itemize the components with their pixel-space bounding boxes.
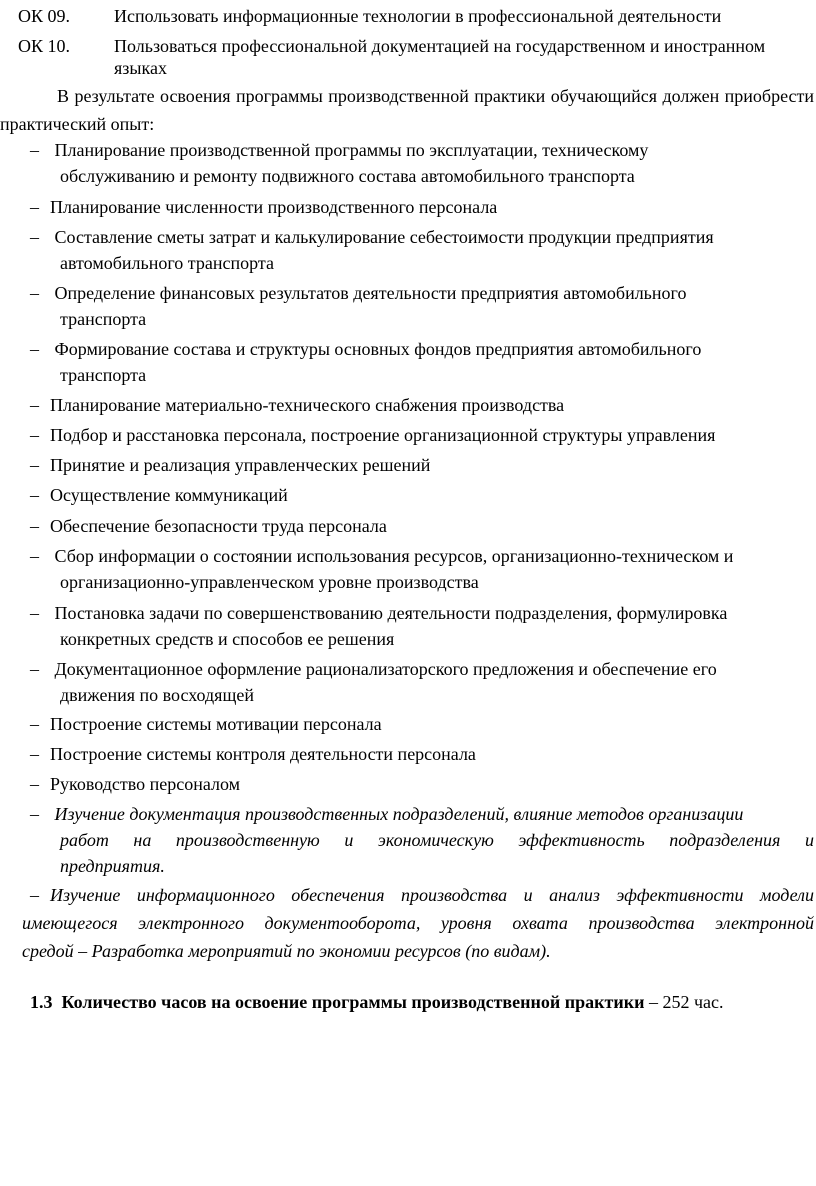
list-item	[30, 137, 814, 189]
list-item-text: Руководство персоналом	[50, 774, 241, 794]
list-item-text: обслуживанию и ремонту подвижного состава автомобильного транспорта	[60, 166, 635, 186]
list-item	[30, 543, 814, 595]
paragraph-line: Изучение информационного обеспечения производства и анализ эффективности модели	[50, 885, 814, 905]
dash-bullet: –	[30, 603, 39, 623]
paragraph-line	[22, 937, 814, 965]
list-item-text: Построение системы мотивации персонала	[50, 714, 382, 734]
list-item-text: Изучение документация производственных подразделений, влияние методов организации	[54, 804, 744, 824]
dash-bullet: –	[30, 140, 39, 160]
section-number: 1.3	[30, 992, 53, 1012]
dash-bullet: –	[30, 546, 39, 566]
list-item	[30, 513, 814, 539]
dash-bullet: –	[30, 339, 39, 359]
dash-bullet: –	[30, 659, 39, 679]
list-item-text: Формирование состава и структуры основных фондов предприятия автомобильного	[54, 339, 702, 359]
list-item	[30, 600, 814, 652]
list-item-text: Осуществление коммуникаций	[50, 485, 288, 505]
dash-bullet: –	[30, 804, 39, 824]
list-item-text: работ на производственную и экономическую эффективность подразделения и	[60, 830, 814, 850]
list-item	[30, 711, 814, 737]
list-item-text: транспорта	[60, 309, 147, 329]
list-item-italic	[30, 801, 814, 879]
dash-bullet: –	[78, 941, 88, 961]
list-item	[30, 392, 814, 418]
list-item-text: Планирование производственной программы по эксплуатации, техническому	[54, 140, 649, 160]
list-item-text: предприятия.	[60, 856, 165, 876]
section-hours-value: 252 час.	[662, 992, 724, 1012]
competency-ok10	[18, 33, 814, 81]
list-item-text: Документационное оформление рационализаторского предложения и обеспечение его	[54, 659, 717, 679]
section-title: Количество часов на освоение программы производственной практики	[61, 992, 645, 1012]
list-item-text: движения по восходящей	[60, 685, 254, 705]
competency-text-line: Пользоваться профессиональной документацией на государственном и иностранном	[114, 36, 766, 56]
dash-bullet: –	[30, 227, 39, 247]
dash-bullet: –	[30, 395, 39, 415]
list-item	[30, 422, 814, 448]
list-item-text: Подбор и расстановка персонала, построение организационной структуры управления	[50, 425, 716, 445]
dash-bullet: –	[30, 744, 39, 764]
list-item-text: автомобильного транспорта	[60, 253, 274, 273]
list-item	[30, 656, 814, 708]
section-heading	[30, 989, 814, 1015]
list-item	[30, 336, 814, 388]
dash-bullet: –	[30, 283, 39, 303]
list-item-text: Планирование численности производственного персонала	[50, 197, 498, 217]
list-item-text: Постановка задачи по совершенствованию деятельности подразделения, формулировка	[54, 603, 728, 623]
list-item-text: Составление сметы затрат и калькулирование себестоимости продукции предприятия	[54, 227, 714, 247]
dash-bullet: –	[30, 714, 39, 734]
competency-code: ОК 09.	[18, 6, 71, 26]
list-item-text: Планирование материально-технического снабжения производства	[50, 395, 565, 415]
list-item	[30, 452, 814, 478]
list-item-text: организационно-управленческом уровне производства	[60, 572, 479, 592]
list-item-text: Принятие и реализация управленческих решений	[50, 455, 431, 475]
competency-text: Использовать информационные технологии в профессиональной деятельности	[114, 6, 722, 26]
section-separator: –	[648, 992, 658, 1012]
dash-bullet: –	[30, 885, 39, 905]
list-item-text: конкретных средств и способов ее решения	[60, 629, 395, 649]
competency-text-line: языках	[114, 58, 167, 78]
competency-text	[114, 33, 814, 81]
dash-bullet: –	[30, 516, 39, 536]
dash-bullet: –	[30, 425, 39, 445]
list-item	[30, 194, 814, 220]
paragraph-line-start: средой	[22, 941, 74, 961]
italic-paragraph	[22, 881, 814, 965]
list-item	[30, 771, 814, 797]
list-item-text: транспорта	[60, 365, 147, 385]
dash-bullet: –	[30, 455, 39, 475]
competency-code: ОК 10.	[18, 36, 71, 56]
list-item-text: Обеспечение безопасности труда персонала	[50, 516, 387, 536]
list-item-text: Сбор информации о состоянии использования ресурсов, организационно-техническом и	[54, 546, 734, 566]
list-item	[30, 280, 814, 332]
competency-ok09	[18, 3, 814, 29]
list-item	[30, 224, 814, 276]
paragraph-line: имеющегося электронного документооборота, уровня охвата производства электронной	[22, 913, 814, 933]
dash-bullet: –	[30, 197, 39, 217]
dash-bullet: –	[30, 774, 39, 794]
intro-paragraph: В результате освоения программы производственной практики обучающийся должен приобрести практический опыт:	[0, 86, 814, 134]
list-item-text: Построение системы контроля деятельности персонала	[50, 744, 476, 764]
list-item	[30, 482, 814, 508]
paragraph-line-end: Разработка мероприятий по экономии ресурсов (по видам).	[91, 941, 551, 961]
list-item	[30, 741, 814, 767]
dash-bullet: –	[30, 485, 39, 505]
list-item-text: Определение финансовых результатов деятельности предприятия автомобильного	[54, 283, 687, 303]
